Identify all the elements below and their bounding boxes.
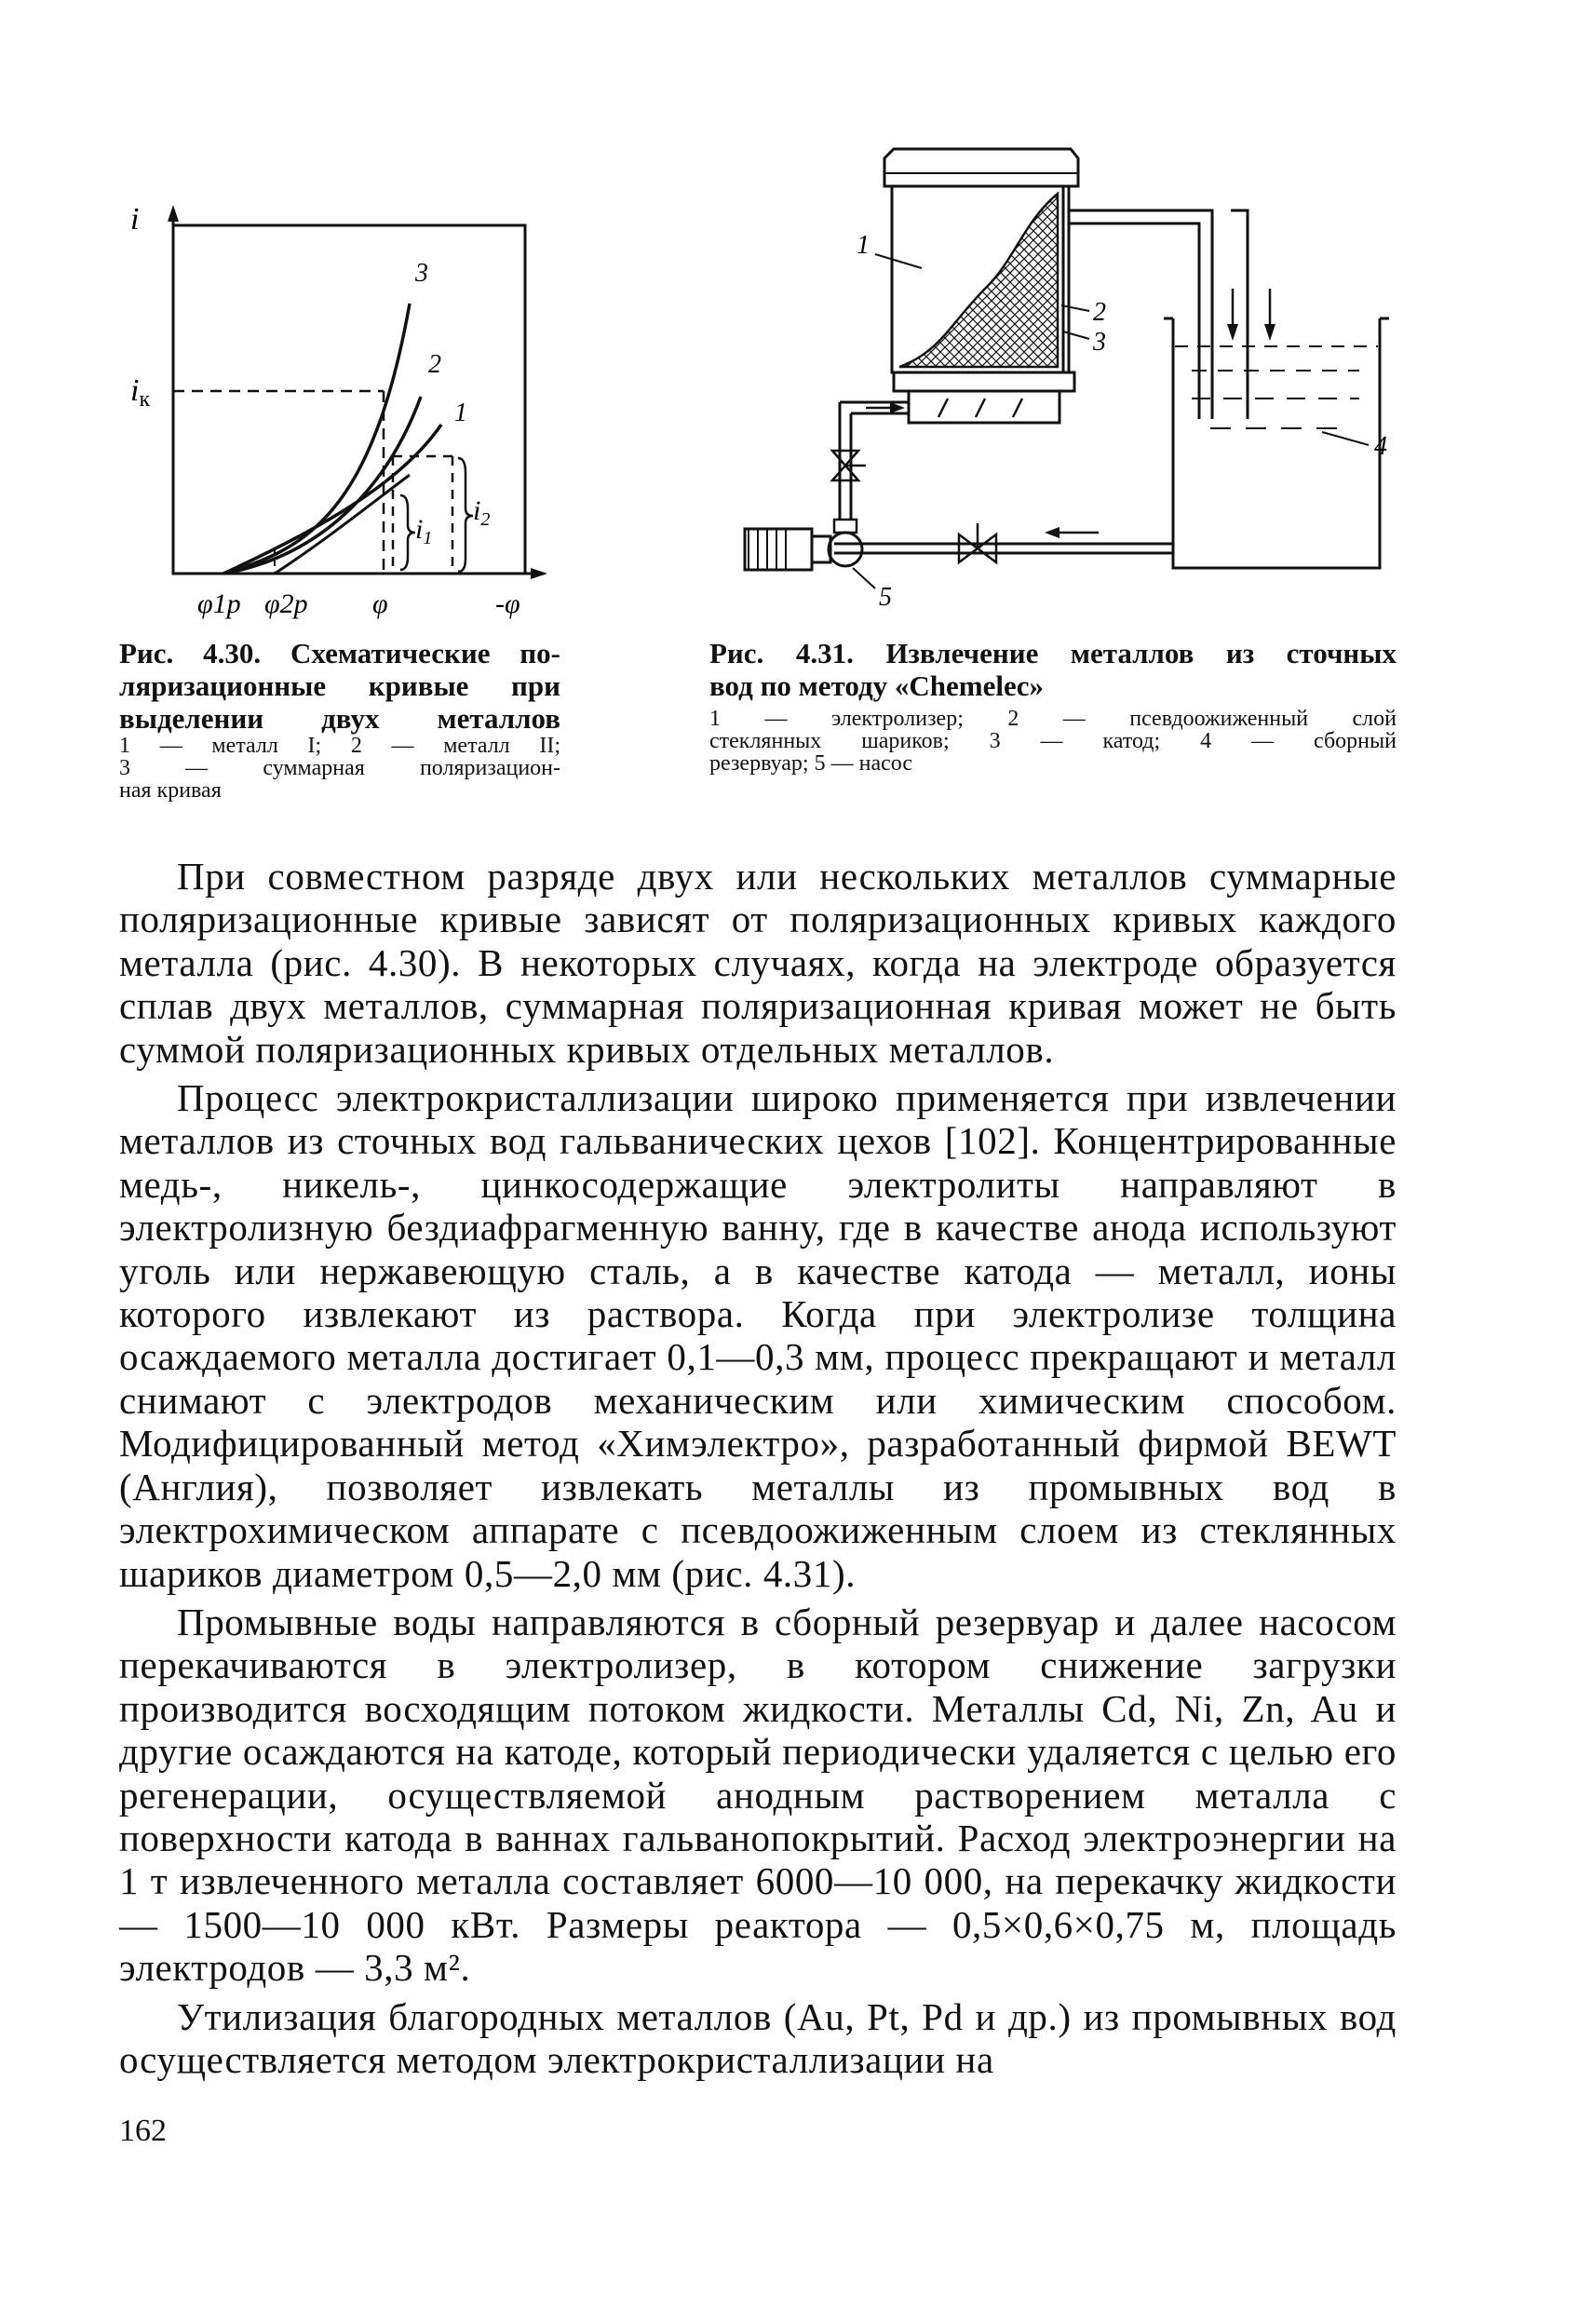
part-label-4: 4 [1374,432,1387,461]
paragraph: Процесс электрокристаллизации широко применяется при извлечении металлов из сточных вод гальванических цехов [102]. Концентрированные медь-, никель-, цинкосодержащие электролиты направляют в электролизную бездиафрагменную ванну, где в качестве анода используют уголь или нержавеющую сталь, а в качестве катода — металл, ионы которого извлекают из раствора. Когда при электролизе толщина осаждаемого металла достигает 0,1—0,3 мм, процесс прекращают и металл снимают с электродов механическим или химическим способом. Модифицированный метод «Химэлектро», разработанный фирмой BEWT (Англия), позволяет извлекать металлы из промывных вод в электрохимическом аппарате с псевдоожиженным слоем из стеклянных шариков диаметром 0,5—2,0 мм (рис. 4.31). [119,1076,1397,1595]
x-label-phi: φ [372,588,388,619]
caption-legend-line: 3 — суммарная поляризацион- [119,756,560,780]
page-number: 162 [119,2114,167,2148]
body-text [119,855,1397,2081]
curve-2 [223,397,421,574]
caption-legend-line: 1 — металл I; 2 — металл II; [119,734,560,758]
caption-legend-line: ная кривая [119,778,222,803]
caption-title-line: Рис. 4.31. Извлечение металлов из сточных [709,637,1397,669]
caption-figure-4-31 [709,637,1397,775]
paragraph: Утилизация благородных металлов (Au, Pt, Pd и др.) из промывных вод осуществляется методом электрокристаллизации на [119,1994,1397,2081]
current-label-i2: $i_2$ [473,495,491,530]
curve-label-1: 1 [454,399,467,427]
figure-4-31-chemelec-diagram [726,138,1397,622]
curve-label-3: 3 [415,259,428,288]
curve-3 [223,304,410,574]
axis-y-ik-label: iк [130,373,151,412]
caption-title-line: вод по методу «Chemelec» [709,669,1045,702]
axis-y-label: i [130,205,140,236]
paragraph: При совместном разряде двух или нескольких металлов суммарные поляризационные кривые зависят от поляризационных кривых каждого металла (рис. 4.30). В некоторых случаях, когда на электроде образуется сплав двух металлов, суммарная поляризационная кривая может не быть суммой поляризационных кривых отдельных металлов. [119,855,1397,1071]
caption-title-line: выделении двух металлов [119,702,560,735]
curve-label-2: 2 [428,350,441,379]
paragraph: Промывные воды направляются в сборный резервуар и далее насосом перекачиваются в электролизер, в котором снижение загрузки производится восходящим потоком жидкости. Металлы Cd, Ni, Zn, Au и другие осаждаются на катоде, который периодически удаляется с целью его регенерации, осуществляемой анодным растворением металла с поверхности катода в ваннах гальванопокрытий. Расход электроэнергии на 1 т извлеченного металла составляет 6000—10 000, на перекачку жидкости — 1500—10 000 кВт. Размеры реактора — 0,5×0,6×0,75 м, площадь электродов — 3,3 м². [119,1600,1397,1990]
part-label-5: 5 [879,583,892,612]
x-label-phi2p: φ2p [264,588,308,619]
x-label-minus-phi: -φ [495,588,520,619]
caption-title-line: ляризационные кривые при [119,669,560,702]
figure-4-30-polarization-curves [93,205,577,633]
curve-2p [275,475,410,574]
x-label-phi1p: φ1p [197,588,241,619]
part-label-2: 2 [1093,298,1106,327]
caption-legend-line: стеклянных шариков; 3 — катод; 4 — сборный [709,729,1397,753]
caption-title-line: Рис. 4.30. Схематические по- [119,637,560,669]
caption-legend-line: резервуар; 5 — насос [709,751,912,776]
current-label-i1: $i_1$ [415,514,433,548]
part-label-1: 1 [857,231,870,260]
caption-legend-line: 1 — электролизер; 2 — псевдоожиженный слой [709,707,1397,731]
caption-figure-4-30 [119,637,560,802]
part-label-3: 3 [1093,328,1106,357]
